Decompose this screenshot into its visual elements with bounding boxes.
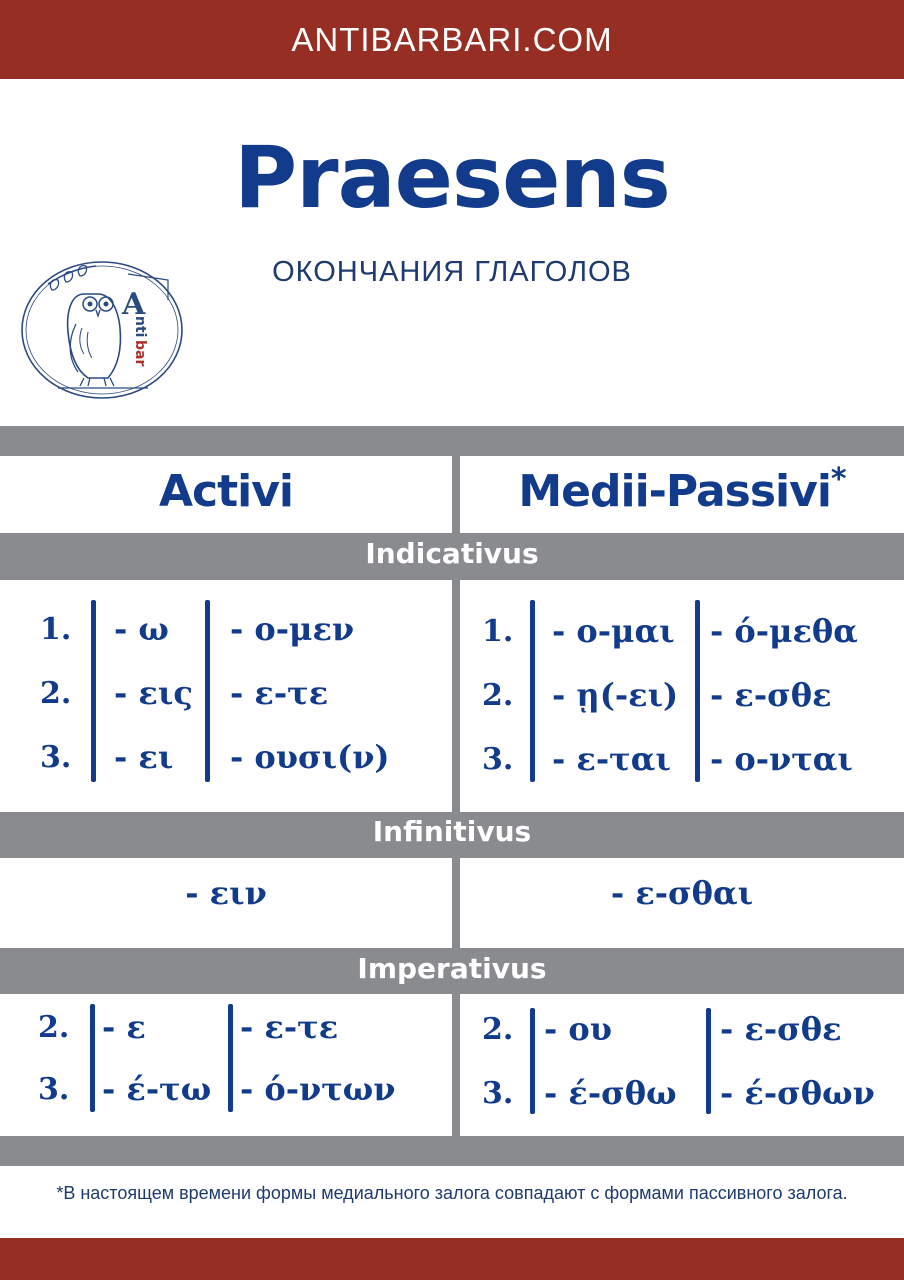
ending-active-sg-2: - εις bbox=[114, 674, 193, 712]
antibar-owl-logo bbox=[18, 254, 186, 404]
section-indicativus: Indicativus bbox=[365, 537, 539, 570]
ending-active-sg-1: - ω bbox=[114, 610, 169, 648]
person-number: 2. bbox=[482, 1012, 514, 1047]
imperative-mp-pl-3: - έ-σθων bbox=[720, 1074, 875, 1112]
divider-line bbox=[530, 1008, 535, 1114]
page-subtitle: ОКОНЧАНИЯ ГЛАГОЛОВ bbox=[272, 256, 632, 288]
column-header-active bbox=[0, 466, 452, 517]
imperative-mp-pl-2: - ε-σθε bbox=[720, 1010, 842, 1048]
ending-mp-sg-2: - ῃ(-ει) bbox=[552, 676, 679, 714]
ending-mp-sg-3: - ε-ται bbox=[552, 740, 671, 778]
ending-mp-pl-3: - ο-νται bbox=[710, 740, 853, 778]
imperative-active-pl-2: - ε-τε bbox=[240, 1008, 339, 1046]
person-number: 2. bbox=[482, 678, 514, 713]
ending-mp-pl-1: - ό-μεθα bbox=[710, 612, 858, 650]
divider-line bbox=[90, 1004, 95, 1112]
imperative-mp-sg-3: - έ-σθω bbox=[544, 1074, 677, 1112]
divider-line bbox=[228, 1004, 233, 1112]
imperative-active-sg-2: - ε bbox=[102, 1008, 146, 1046]
section-infinitivus: Infinitivus bbox=[372, 815, 532, 848]
column-header-mp bbox=[460, 462, 904, 517]
imperative-active-pl-3: - ό-ντων bbox=[240, 1070, 396, 1108]
person-number: 3. bbox=[482, 1076, 514, 1111]
divider-line bbox=[695, 600, 700, 782]
page-title: Praesens bbox=[234, 128, 670, 228]
person-number: 2. bbox=[40, 676, 72, 711]
ending-active-pl-2: - ε-τε bbox=[230, 674, 329, 712]
person-number: 3. bbox=[38, 1072, 70, 1107]
footnote: *В настоящем времени формы медиального залога совпадают с формами пассивного залога. bbox=[56, 1183, 848, 1203]
divider-line bbox=[91, 600, 96, 782]
person-number: 3. bbox=[40, 740, 72, 775]
ending-mp-pl-2: - ε-σθε bbox=[710, 676, 832, 714]
person-number: 1. bbox=[482, 614, 514, 649]
logo-text-nti: nti bbox=[132, 316, 148, 338]
person-number: 2. bbox=[38, 1010, 70, 1045]
imperative-active-sg-3: - έ-τω bbox=[102, 1070, 212, 1108]
column-header-mp-text: Medii-Passivi bbox=[518, 466, 831, 517]
bottom-banner bbox=[0, 1238, 904, 1280]
logo-letter-a: A bbox=[122, 287, 146, 322]
column-header-active-text: Activi bbox=[158, 466, 293, 517]
infinitive-active: - ειν bbox=[185, 874, 267, 912]
ending-mp-sg-1: - ο-μαι bbox=[552, 612, 675, 650]
imperative-mp-sg-2: - ου bbox=[544, 1010, 612, 1048]
person-number: 3. bbox=[482, 742, 514, 777]
top-banner bbox=[0, 0, 904, 79]
logo-text-bar: bar bbox=[132, 340, 148, 367]
divider-line bbox=[530, 600, 535, 782]
site-name[interactable]: ANTIBARBARI.COM bbox=[291, 20, 613, 58]
ending-active-sg-3: - ει bbox=[114, 738, 174, 776]
divider-line bbox=[205, 600, 210, 782]
person-number: 1. bbox=[40, 612, 72, 647]
ending-active-pl-3: - ουσι(ν) bbox=[230, 738, 390, 776]
divider-line bbox=[706, 1008, 711, 1114]
infinitive-mp: - ε-σθαι bbox=[610, 874, 754, 912]
footnote-asterisk: * bbox=[830, 462, 846, 497]
section-imperativus: Imperativus bbox=[357, 952, 547, 985]
ending-active-pl-1: - ο-μεν bbox=[230, 610, 355, 648]
